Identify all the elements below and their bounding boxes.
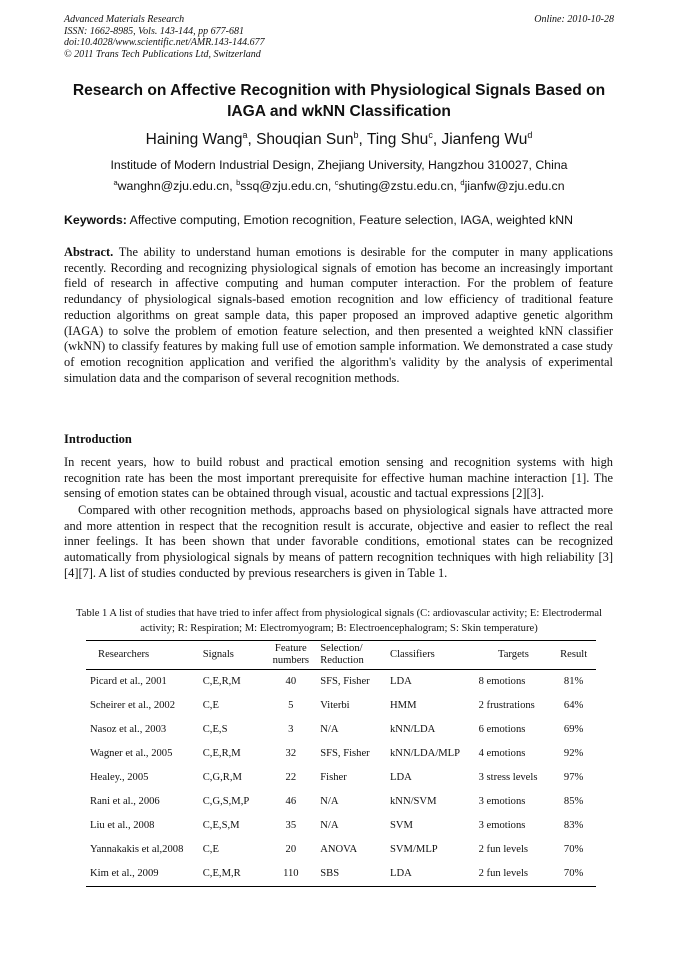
institution: Institude of Modern Industrial Design, Zhejiang University, Hangzhou 310027, China <box>110 158 568 172</box>
table-cell: Picard et al., 2001 <box>90 676 167 687</box>
table-cell: kNN/LDA/MLP <box>390 748 461 759</box>
table-cell: C,G,S,M,P <box>202 796 250 807</box>
table-cell: 4 emotions <box>478 748 526 759</box>
table-cell: SFS, Fisher <box>320 676 370 687</box>
table-cell: Wagner et al., 2005 <box>90 748 173 759</box>
online-date: Online: 2010-10-28 <box>534 14 614 25</box>
journal-name: Advanced Materials Research <box>64 14 185 25</box>
abstract-text: The ability to understand human emotions is desirable for the computer in many applications recently. Recording and recognizing physiological signals of emotion has become an increasingly important field of research in affective computing and human computer interaction. For the problem of feature redundancy of physiological signals-based emotion recognition and low efficiency of traditional feature reduction algorithms on great sample data, this paper proposed an improved adaptive genetic algorithm (IAGA) to solve the problem of emotion feature selection, and then presented a weighted kNN classifier (wkNN) to classify features by making full use of emotion sample information. We demonstrated a case study of emotion recognition application and verified the algorithm's validity by the analysis of experimental simulation data and the comparison of several recognition methods. <box>64 245 613 385</box>
table-caption: Table 1 A list of studies that have tried to infer affect from physiological signals (C: ardiovascular activity; E: Electrodermal activity; R: Respiration; M: Electromyogram; B: Electroencephalogram; S: Skin temperature) <box>76 608 602 634</box>
table-cell: N/A <box>320 820 339 831</box>
table-cell: 70% <box>551 862 596 887</box>
author-name: Shouqian Sun <box>256 131 354 149</box>
email-address: shuting@zstu.edu.cn, <box>338 179 457 194</box>
title-line-1: Research on Affective Recognition with Physiological Signals Based on <box>72 82 606 99</box>
abstract <box>64 245 613 386</box>
table-cell: N/A <box>320 796 339 807</box>
keywords-text: Affective computing, Emotion recognition, Feature selection, IAGA, weighted kNN <box>129 213 573 227</box>
table-cell: 20 <box>285 844 297 855</box>
table-cell: 69% <box>563 724 584 735</box>
table-cell: Viterbi <box>320 700 350 711</box>
email-address: jianfw@zju.edu.cn <box>464 179 565 194</box>
col-header: Researchers <box>86 641 200 670</box>
table-cell: 6 emotions <box>478 724 526 735</box>
table-cell: 3 emotions <box>478 796 526 807</box>
table-cell: Yannakakis et al,2008 <box>90 844 184 855</box>
table-cell: C,E,S,M <box>202 820 240 831</box>
table-cell: 22 <box>285 772 297 783</box>
email-affil: c <box>334 178 339 187</box>
table-cell: Rani et al., 2006 <box>90 796 160 807</box>
table-cell: 81% <box>563 676 584 687</box>
table-cell: N/A <box>320 724 339 735</box>
table-cell: C,G,R,M <box>202 772 242 783</box>
table-cell: Kim et al., 2009 <box>86 862 200 887</box>
col-header: Result <box>551 641 596 670</box>
author-list: Haining Wang$^a$, Shouqian Sun$^b$, Ting Shu$^c$, Jianfeng Wu$^d$ <box>145 130 533 149</box>
table-header-row <box>86 641 596 670</box>
table-cell: ANOVA <box>320 844 358 855</box>
author-affil: b <box>353 130 359 140</box>
doi-line: doi:10.4028/www.scientific.net/AMR.143-144.677 <box>64 37 265 48</box>
table-row <box>86 766 596 790</box>
col-header: Signals <box>200 641 265 670</box>
table-row <box>86 790 596 814</box>
studies-table <box>86 640 596 887</box>
email-affil: d <box>460 178 465 187</box>
abstract-label: Abstract. <box>64 245 114 259</box>
email-affil: b <box>236 178 241 187</box>
table-cell: LDA <box>390 676 412 687</box>
table-cell: 2 fun levels <box>478 844 529 855</box>
table-cell: kNN/LDA <box>390 724 436 735</box>
email-list <box>0 178 678 193</box>
copyright-line: © 2011 Trans Tech Publications Ltd, Switzerland <box>64 48 261 60</box>
table-cell: Liu et al., 2008 <box>90 820 155 831</box>
table-cell: 2 frustrations <box>478 700 535 711</box>
table-cell: 5 <box>288 700 294 711</box>
table-cell: 70% <box>563 844 584 855</box>
table-cell: 83% <box>563 820 584 831</box>
table-cell: 92% <box>563 748 584 759</box>
email-address: ssq@zju.edu.cn, <box>240 179 332 194</box>
table-cell: 8 emotions <box>478 676 526 687</box>
title-line-2: IAGA and wkNN Classification <box>227 103 451 120</box>
table-cell: 3 <box>288 724 294 735</box>
table-cell: kNN/SVM <box>390 796 437 807</box>
col-header: Targets <box>476 641 552 670</box>
col-header: Feature numbers <box>264 641 317 670</box>
table-cell: SFS, Fisher <box>320 748 370 759</box>
issn-line: ISSN: 1662-8985, Vols. 143-144, pp 677-681 <box>64 25 244 37</box>
table-cell: C,E,R,M <box>202 748 241 759</box>
running-header <box>64 14 614 60</box>
table-cell: SVM/MLP <box>390 844 438 855</box>
table-cell: LDA <box>387 862 476 887</box>
table-cell: C,E <box>202 844 219 855</box>
table-cell: Fisher <box>320 772 347 783</box>
author-affil: a <box>242 130 248 140</box>
intro-paragraph-1: In recent years, how to build robust and practical emotion sensing and recognition systems with high recognition rate has been the most important prerequisite for effective human machine interaction [1]. The sensing of emotion states can be obtained through visual, acoustic and tactual expressions [2][3]. <box>64 455 613 501</box>
table-cell: 35 <box>285 820 297 831</box>
intro-paragraph-2: Compared with other recognition methods, approachs based on physiological signals have attracted more and more attention in respect that the recognition result is accurate, objective and easier to reflect the real inner feelings. It has been shown that under favorable conditions, emotional states can be recognized automatically from physiological signals by means of pattern recognition techniques with high reliability [3][4][7]. A list of studies conducted by previous researchers is given in Table 1. <box>64 503 613 580</box>
table-cell: 3 emotions <box>478 820 526 831</box>
table-cell: 110 <box>264 862 317 887</box>
table-cell: SVM <box>390 820 413 831</box>
author-affil: c <box>428 130 433 140</box>
col-header: Classifiers <box>387 641 476 670</box>
table-row <box>86 694 596 718</box>
col-header: Selection/ Reduction <box>317 641 387 670</box>
table-cell: C,E <box>202 700 219 711</box>
table-cell: 32 <box>285 748 297 759</box>
email-affil: a <box>113 178 118 187</box>
table-cell: 97% <box>563 772 584 783</box>
author-name: Haining Wang <box>145 131 243 149</box>
email-address: wanghn@zju.edu.cn, <box>117 179 233 194</box>
table-cell: 2 fun levels <box>476 862 552 887</box>
table-row <box>86 670 596 695</box>
keywords-label: Keywords: <box>64 213 127 227</box>
table-cell: C,E,M,R <box>200 862 265 887</box>
table-cell: Scheirer et al., 2002 <box>90 700 176 711</box>
table-row <box>86 862 596 887</box>
table-row <box>86 742 596 766</box>
table-cell: SBS <box>317 862 387 887</box>
table-cell: 40 <box>285 676 297 687</box>
paper-title <box>40 80 638 122</box>
author-name: Ting Shu <box>366 131 429 149</box>
table-cell: 85% <box>563 796 584 807</box>
table-cell: LDA <box>390 772 412 783</box>
table-row <box>86 814 596 838</box>
table-cell: 3 stress levels <box>478 772 538 783</box>
keywords <box>64 213 614 227</box>
table-cell: 46 <box>285 796 297 807</box>
author-name: Jianfeng Wu <box>441 131 528 149</box>
table-cell: 64% <box>563 700 584 711</box>
table-cell: C,E,S <box>202 724 228 735</box>
table-cell: HMM <box>390 700 417 711</box>
table-row <box>86 838 596 862</box>
section-heading: Introduction <box>64 432 132 446</box>
table-row <box>86 718 596 742</box>
author-affil: d <box>527 130 533 140</box>
table-cell: Nasoz et al., 2003 <box>90 724 167 735</box>
table-cell: C,E,R,M <box>202 676 241 687</box>
table-cell: Healey., 2005 <box>90 772 149 783</box>
